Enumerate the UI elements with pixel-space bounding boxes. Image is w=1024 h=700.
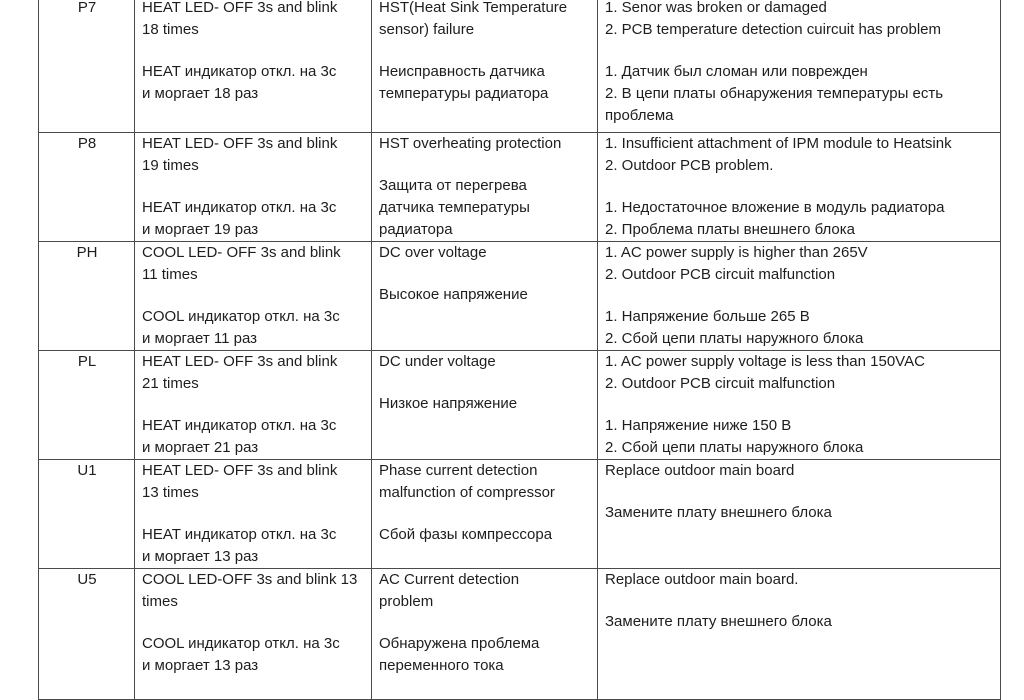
- cause-ru: 1. Напряжение ниже 150 В 2. Сбой цепи платы наружного блока: [605, 417, 864, 456]
- description-cell: [372, 242, 598, 351]
- indicator-cell: [135, 0, 372, 133]
- cause-ru: Замените плату внешнего блока: [605, 504, 832, 521]
- table-row: [39, 133, 1001, 242]
- indicator-cell: [135, 242, 372, 351]
- indicator-ru: HEAT индикатор откл. на 3с и моргает 21 раз: [142, 417, 337, 456]
- description-en: HST(Heat Sink Temperature sensor) failure: [379, 0, 568, 38]
- cause-ru: 1. Напряжение больше 265 В 2. Сбой цепи платы наружного блока: [605, 308, 864, 347]
- indicator-cell: [135, 460, 372, 569]
- cause-ru: 1. Недостаточное вложение в модуль радиатора 2. Проблема платы внешнего блока: [605, 199, 945, 238]
- cause-en: 1. AC power supply voltage is less than 150VAC 2. Outdoor PCB circuit malfunction: [605, 353, 925, 392]
- cause-cell: [598, 351, 1001, 460]
- indicator-en: HEAT LED- OFF 3s and blink 21 times: [142, 353, 338, 392]
- description-cell: [372, 569, 598, 700]
- description-ru: Высокое напряжение: [379, 286, 528, 303]
- description-cell: [372, 460, 598, 569]
- description-ru: Защита от перегрева датчика температуры радиатора: [379, 177, 530, 238]
- table-row: [39, 242, 1001, 351]
- description-ru: Обнаружена проблема переменного тока: [379, 635, 540, 674]
- description-ru: Низкое напряжение: [379, 395, 518, 412]
- description-en: DC over voltage: [379, 244, 487, 261]
- cause-cell: [598, 0, 1001, 133]
- description-cell: [372, 0, 598, 133]
- description-en: HST overheating protection: [379, 135, 562, 152]
- indicator-en: HEAT LED- OFF 3s and blink 18 times: [142, 0, 338, 38]
- cause-cell: [598, 242, 1001, 351]
- description-en: DC under voltage: [379, 353, 496, 370]
- cause-cell: [598, 569, 1001, 700]
- indicator-cell: [135, 133, 372, 242]
- cause-cell: [598, 133, 1001, 242]
- error-code-table: [38, 0, 1001, 700]
- description-ru: Сбой фазы компрессора: [379, 526, 553, 543]
- description-cell: [372, 351, 598, 460]
- cause-en: 1. AC power supply is higher than 265V 2. Outdoor PCB circuit malfunction: [605, 244, 868, 283]
- cause-en: 1. Insufficient attachment of IPM module to Heatsink 2. Outdoor PCB problem.: [605, 135, 952, 174]
- indicator-en: COOL LED- OFF 3s and blink 11 times: [142, 244, 341, 283]
- cause-ru: Замените плату внешнего блока: [605, 613, 832, 630]
- cause-cell: [598, 460, 1001, 569]
- error-code: P7: [39, 0, 135, 133]
- cause-en: Replace outdoor main board: [605, 462, 795, 479]
- error-code: U1: [39, 460, 135, 569]
- indicator-en: COOL LED-OFF 3s and blink 13 times: [142, 571, 358, 610]
- table-row: [39, 0, 1001, 133]
- indicator-cell: [135, 351, 372, 460]
- error-code: PH: [39, 242, 135, 351]
- indicator-ru: HEAT индикатор откл. на 3с и моргает 13 раз: [142, 526, 337, 565]
- indicator-ru: HEAT индикатор откл. на 3с и моргает 19 раз: [142, 199, 337, 238]
- cause-en: Replace outdoor main board.: [605, 571, 799, 588]
- error-code: P8: [39, 133, 135, 242]
- cause-en: 1. Senor was broken or damaged 2. PCB temperature detection cuircuit has problem: [605, 0, 941, 38]
- table-row: [39, 460, 1001, 569]
- indicator-cell: [135, 569, 372, 700]
- error-code: PL: [39, 351, 135, 460]
- indicator-ru: COOL индикатор откл. на 3с и моргает 11 раз: [142, 308, 340, 347]
- indicator-ru: HEAT индикатор откл. на 3с и моргает 18 раз: [142, 63, 337, 102]
- description-en: Phase current detection malfunction of compressor: [379, 462, 555, 501]
- error-code: U5: [39, 569, 135, 700]
- description-cell: [372, 133, 598, 242]
- table-row: [39, 351, 1001, 460]
- table-row: [39, 569, 1001, 700]
- indicator-ru: COOL индикатор откл. на 3с и моргает 13 раз: [142, 635, 340, 674]
- cause-ru: 1. Датчик был сломан или поврежден 2. В цепи платы обнаружения температуры есть проблема: [605, 63, 944, 124]
- indicator-en: HEAT LED- OFF 3s and blink 13 times: [142, 462, 338, 501]
- description-ru: Неисправность датчика температуры радиатора: [379, 63, 549, 102]
- description-en: AC Current detection problem: [379, 571, 520, 610]
- indicator-en: HEAT LED- OFF 3s and blink 19 times: [142, 135, 338, 174]
